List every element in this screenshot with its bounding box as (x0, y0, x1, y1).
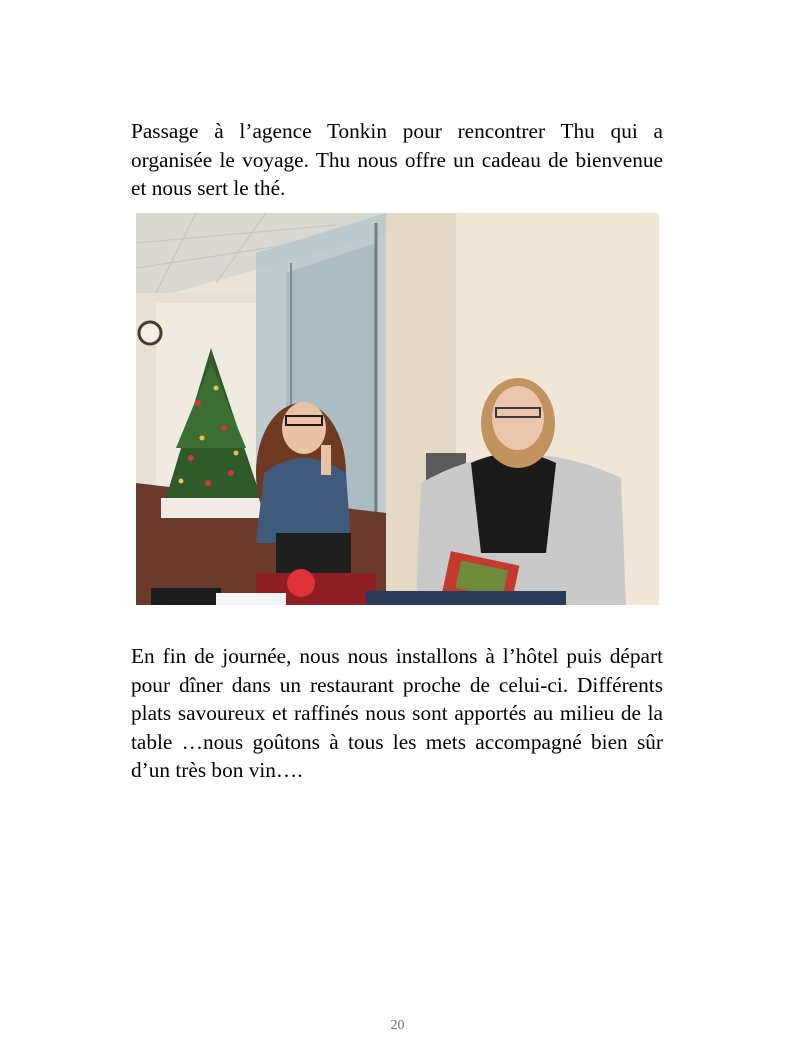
photo-illustration (136, 213, 659, 605)
paragraph-evening: En fin de journée, nous nous installons à l’hôtel puis départ pour dîner dans un restaurant proche de celui-ci. Différents plats savoureux et raffinés nous sont apportés au milieu de la table …nous goûtons à tous les mets accompagné bien sûr d’un très bon vin…. (131, 644, 663, 782)
desk-phone (151, 588, 221, 605)
wall-clock (139, 322, 161, 344)
paragraph-intro: Passage à l’agence Tonkin pour rencontrer Thu qui a organisée le voyage. Thu nous offre un cadeau de bienvenue et nous sert le thé. (131, 119, 663, 200)
page-number: 20 (390, 1018, 405, 1033)
photo-agency-visit (136, 213, 659, 605)
